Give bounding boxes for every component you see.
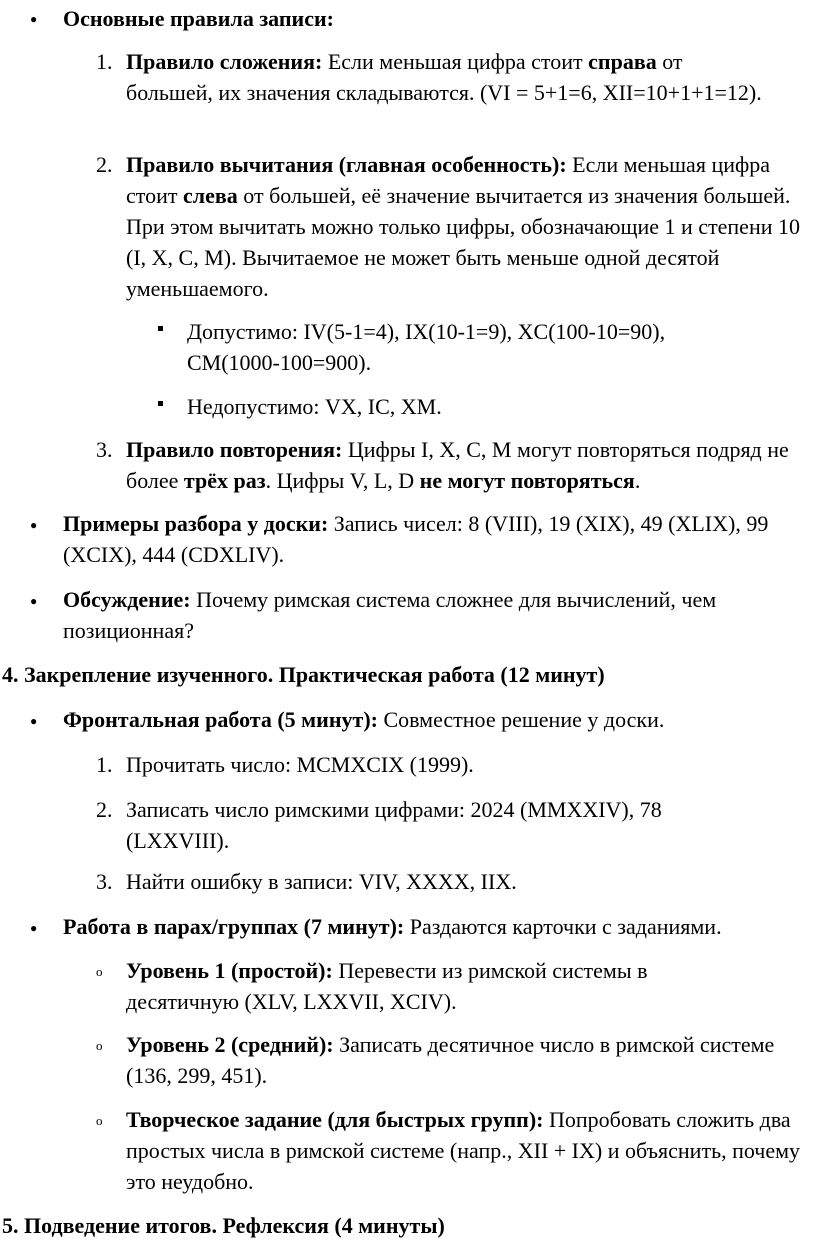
square-bullet-icon bbox=[158, 326, 163, 331]
rules-item-label: Основные правила записи: bbox=[63, 6, 334, 31]
bullet-icon: ● bbox=[30, 714, 38, 728]
creative-task-label: Творческое задание (для быстрых групп): bbox=[126, 1107, 544, 1132]
rule-1-label: Правило сложения: bbox=[126, 49, 323, 74]
task-1-number: 1. bbox=[96, 752, 113, 777]
level-1-label: Уровень 1 (простой): bbox=[126, 958, 333, 983]
rule-1-text-a: Если меньшая цифра стоит bbox=[322, 49, 589, 74]
task-1: Прочитать число: MCMXCIX (1999). bbox=[126, 752, 474, 777]
frontal-work-item bbox=[63, 704, 803, 735]
rule-3-number: 3. bbox=[96, 437, 113, 462]
board-examples-text: Запись чисел: 8 (VIII), 19 (XIX), 49 (XLIX), 99 (XCIX), 444 (CDXLIV). bbox=[63, 511, 769, 567]
creative-task bbox=[126, 1104, 816, 1197]
rules-item bbox=[63, 3, 803, 34]
bullet-icon: ● bbox=[30, 921, 38, 935]
circle-bullet-icon: o bbox=[96, 1038, 103, 1053]
discussion-label: Обсуждение: bbox=[63, 587, 191, 612]
section-4-heading: 4. Закрепление изученного. Практическая работа (12 минут) bbox=[2, 662, 605, 687]
bullet-icon: ● bbox=[30, 518, 38, 532]
frontal-work-text: Совместное решение у доски. bbox=[377, 707, 665, 732]
board-examples-item bbox=[63, 508, 815, 570]
rule-3-emphasis-a: трёх раз bbox=[183, 468, 266, 493]
square-bullet-icon bbox=[158, 401, 163, 406]
bullet-icon: ● bbox=[30, 12, 38, 26]
circle-bullet-icon: o bbox=[96, 964, 103, 979]
rule-3-text-a: Цифры I, X, C, M могут повторяться подряд не более bbox=[126, 437, 789, 493]
task-2: Записать число римскими цифрами: 2024 (MMXXIV), 78 (LXXVIII). bbox=[126, 797, 662, 853]
rule-2-text-b: от большей, её значение вычитается из значения большей. При этом вычитать можно только цифры, обозначающие 1 и степени 10 (I, X, C, M). Вычитаемое не может быть меньше одной десятой уменьшаемого. bbox=[126, 183, 800, 301]
rule-2 bbox=[126, 149, 810, 304]
discussion-item bbox=[63, 584, 803, 646]
board-examples-label: Примеры разбора у доски: bbox=[63, 511, 329, 536]
task-2-number: 2. bbox=[96, 797, 113, 822]
rule-1-emphasis: справа bbox=[588, 49, 657, 74]
allowed-examples: Допустимо: IV(5-1=4), IX(10-1=9), XC(100-10=90), CM(1000-100=900). bbox=[187, 319, 666, 375]
rule-2-emphasis: слева bbox=[182, 183, 238, 208]
level-2-text: Записать десятичное число в римской системе (136, 299, 451). bbox=[126, 1032, 775, 1088]
level-2-label: Уровень 2 (средний): bbox=[126, 1032, 334, 1057]
rule-2-label: Правило вычитания (главная особенность): bbox=[126, 152, 567, 177]
rule-1-text-b: от большей, их значения складываются. (VI = 5+1=6, XII=10+1+1=12). bbox=[126, 49, 762, 105]
rule-2-number: 2. bbox=[96, 152, 113, 177]
rule-3-text-b: . Цифры V, L, D bbox=[265, 468, 420, 493]
rule-3 bbox=[126, 434, 816, 496]
rule-1 bbox=[126, 46, 766, 108]
circle-bullet-icon: o bbox=[96, 1113, 103, 1128]
group-work-label: Работа в парах/группах (7 минут): bbox=[63, 914, 405, 939]
creative-task-text: Попробовать сложить два простых числа в римской системе (напр., XII + IX) и объяснить, почему это неудобно. bbox=[126, 1107, 801, 1194]
section-5-heading: 5. Подведение итогов. Рефлексия (4 минуты) bbox=[2, 1213, 445, 1238]
rule-2-text-a: Если меньшая цифра стоит bbox=[126, 152, 771, 208]
group-work-text: Раздаются карточки с заданиями. bbox=[404, 914, 722, 939]
level-2 bbox=[126, 1029, 806, 1091]
level-1-text: Перевести из римской системы в десятичную (XLV, LXXVII, XCIV). bbox=[126, 958, 648, 1014]
rule-1-number: 1. bbox=[96, 49, 113, 74]
frontal-work-label: Фронтальная работа (5 минут): bbox=[63, 707, 378, 732]
task-3-number: 3. bbox=[96, 869, 113, 894]
forbidden-examples: Недопустимо: VX, IC, XM. bbox=[187, 394, 442, 419]
rule-3-label: Правило повторения: bbox=[126, 437, 343, 462]
task-3: Найти ошибку в записи: VIV, XXXX, IIX. bbox=[126, 869, 517, 894]
group-work-item bbox=[63, 911, 813, 942]
rule-3-emphasis-b: не могут повторяться bbox=[419, 468, 635, 493]
discussion-text: Почему римская система сложнее для вычислений, чем позиционная? bbox=[63, 587, 717, 643]
level-1 bbox=[126, 955, 756, 1017]
bullet-icon: ● bbox=[30, 594, 38, 608]
rule-3-text-c: . bbox=[634, 468, 641, 493]
